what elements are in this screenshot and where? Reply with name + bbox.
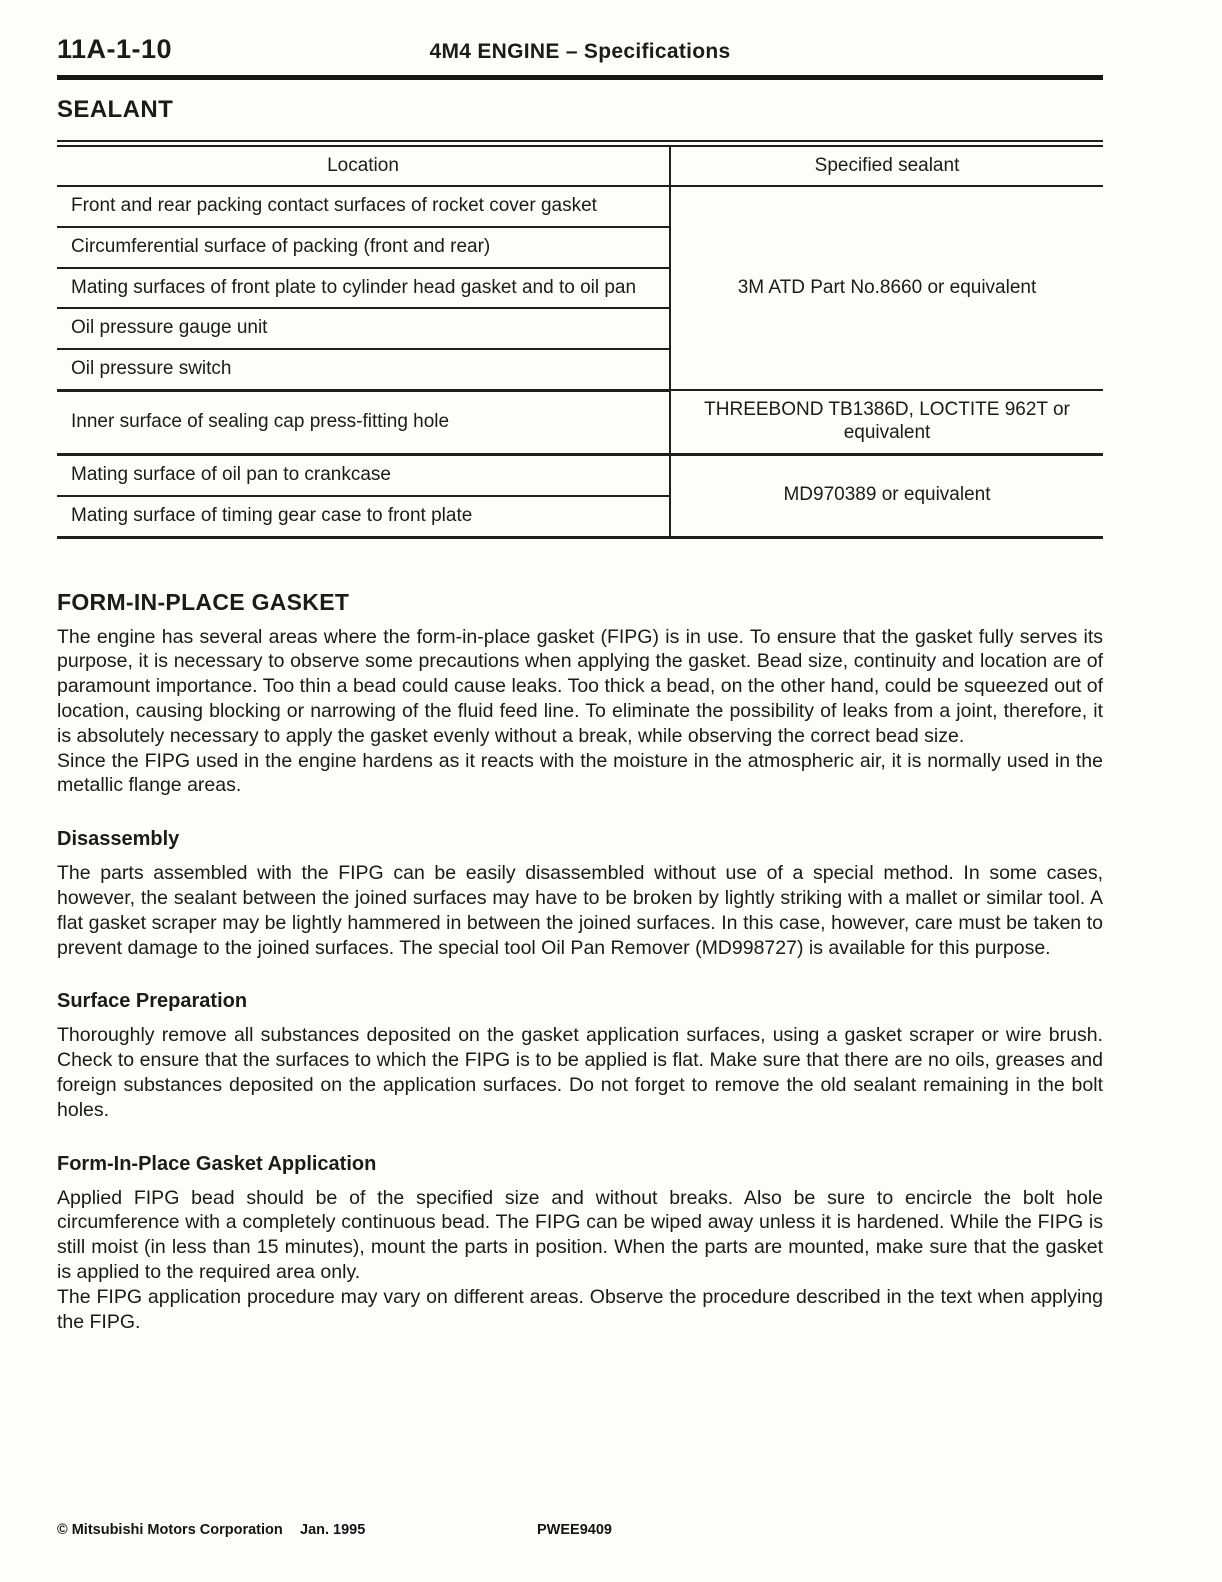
body-paragraph: Thoroughly remove all substances deposited on the gasket application surfaces, using a gasket scraper or wire brush. Check to ensure that the surfaces to which the FIPG is to be applied is flat. Make sure that there are no oils, greases and foreign substances deposited on the application surfaces. Do not forget to remove the old sealant remaining in the bolt holes.: [57, 1024, 1103, 1121]
page-title: 4M4 ENGINE – Specifications: [429, 40, 731, 63]
location-cell: Mating surface of timing gear case to front plate: [57, 496, 670, 537]
fipg-body: [57, 625, 1103, 1335]
location-cell: Circumferential surface of packing (front and rear): [57, 227, 670, 268]
fipg-heading: FORM-IN-PLACE GASKET: [57, 588, 350, 615]
document-code: PWEE9409: [537, 1522, 612, 1538]
body-paragraph: The engine has several areas where the form-in-place gasket (FIPG) is in use. To ensure that the gasket fully serves its purpose, it is necessary to observe some precautions when applying the gasket. Bead size, continuity and location are of paramount importance. Too thin a bead could cause leaks. Too thick a bead, on the other hand, could be squeezed out of location, causing blocking or narrowing of the fluid feed line. To eliminate the possibility of leaks from a joint, therefore, it is absolutely necessary to apply the gasket evenly without a break, while observing the correct bead size.: [57, 625, 1103, 747]
table-row: [57, 390, 1103, 454]
sealant-cell: 3M ATD Part No.8660 or equivalent: [670, 186, 1103, 390]
gasket-application-heading: Form-In-Place Gasket Application: [57, 1152, 377, 1175]
page-number: 11A-1-10: [57, 34, 173, 64]
table-row: [57, 455, 1103, 496]
column-header-location: Location: [57, 144, 670, 187]
footer-date: Jan. 1995: [300, 1522, 366, 1538]
location-cell: Front and rear packing contact surfaces of rocket cover gasket: [57, 186, 670, 227]
location-cell: Oil pressure switch: [57, 349, 670, 390]
page-footer: [0, 1522, 1222, 1540]
body-paragraph: Applied FIPG bead should be of the specified size and without breaks. Also be sure to encircle the bolt hole circumference with a completely continuous bead. The FIPG can be wiped away unless it is hardened. While the FIPG is still moist (in less than 15 minutes), mount the parts in position. When the parts are mounted, make sure that the gasket is applied to the required area only.: [57, 1186, 1103, 1284]
sealant-cell: THREEBOND TB1386D, LOCTITE 962T or equivalent: [670, 390, 1103, 454]
header-rule: [57, 75, 1103, 80]
location-cell: Inner surface of sealing cap press-fitting hole: [57, 390, 670, 454]
page-header: [57, 34, 1103, 66]
body-paragraph: Since the FIPG used in the engine hardens as it reacts with the moisture in the atmospheric air, it is normally used in the metallic flange areas.: [57, 749, 1103, 797]
surface-preparation-heading: Surface Preparation: [57, 990, 248, 1013]
table-row: [57, 186, 1103, 227]
body-paragraph: The FIPG application procedure may vary on different areas. Observe the procedure described in the text when applying the FIPG.: [57, 1285, 1103, 1333]
location-cell: Mating surface of oil pan to crankcase: [57, 455, 670, 496]
copyright-text: © Mitsubishi Motors Corporation: [57, 1522, 283, 1538]
table-header-row: [57, 144, 1103, 187]
disassembly-heading: Disassembly: [57, 828, 180, 851]
sealant-heading: SEALANT: [57, 96, 174, 123]
column-header-sealant: Specified sealant: [670, 144, 1103, 187]
body-paragraph: The parts assembled with the FIPG can be easily disassembled without use of a special method. In some cases, however, the sealant between the joined surfaces may have to be broken by lightly striking with a mallet or similar tool. A flat gasket scraper may be lightly hammered in between the joined surfaces. In this case, however, care must be taken to prevent damage to the joined surfaces. The special tool Oil Pan Remover (MD998727) is available for this purpose.: [57, 862, 1103, 959]
location-cell: Oil pressure gauge unit: [57, 308, 670, 349]
location-cell: Mating surfaces of front plate to cylinder head gasket and to oil pan: [57, 268, 670, 309]
sealant-table: [57, 140, 1103, 539]
sealant-cell: MD970389 or equivalent: [670, 455, 1103, 538]
